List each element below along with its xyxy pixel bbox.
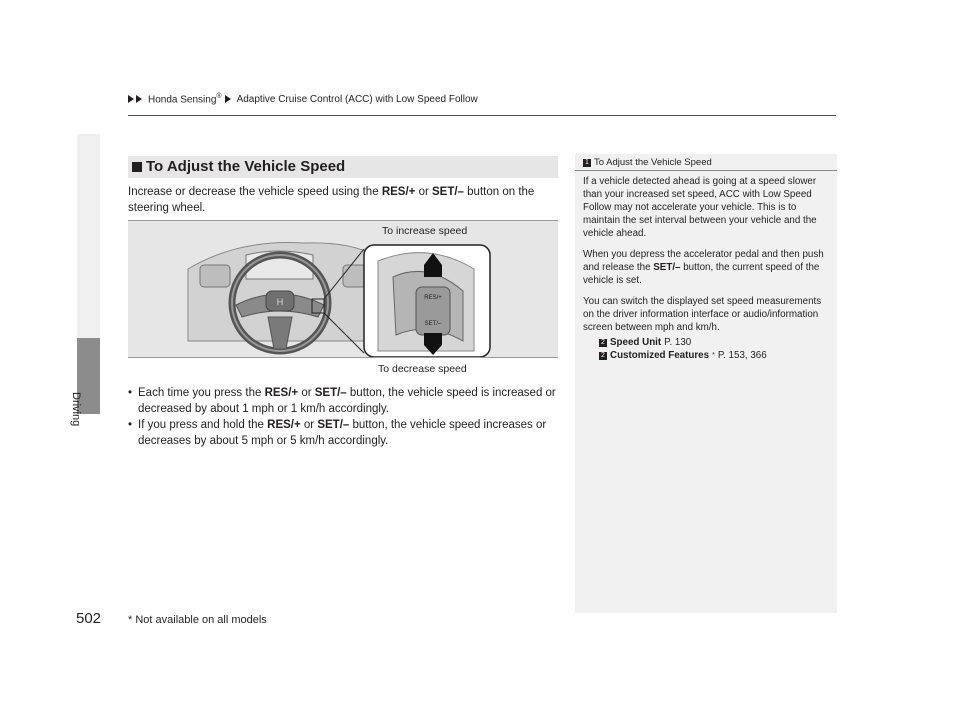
note-paragraph: You can switch the displayed set speed measurements on the driver information interface or audio/information screen between mph and km/h. [583, 296, 822, 333]
xref-customized-features[interactable]: 2 Customized Features * P. 153, 366 [583, 349, 833, 362]
note-divider [575, 170, 837, 171]
note-title: 1 To Adjust the Vehicle Speed [583, 157, 712, 168]
list-item: • Each time you press the RES/+ or SET/– button, the vehicle speed is increased or decreased by about 1 mph or 1 km/h accordingly. [128, 387, 556, 415]
note-paragraph: If a vehicle detected ahead is going at a speed slower than your increased set speed, ACC with Low Speed Follow may not accelerate your vehicle. This is to maintain the set interval between your vehicle and the vehicle ahead. [583, 176, 817, 239]
square-bullet-icon [132, 162, 142, 172]
chapter-tab-label: Driving [70, 392, 82, 427]
page-number: 502 [76, 610, 102, 627]
callout-decrease: To decrease speed [378, 363, 467, 375]
note-paragraph: When you depress the accelerator pedal and then push and release the SET/– button, the current speed of the vehicle is set. [583, 249, 824, 286]
steering-wheel-figure [128, 220, 558, 375]
breadcrumb-item-acc[interactable]: Adaptive Cruise Control (ACC) with Low Speed Follow [236, 93, 478, 105]
header-divider [128, 115, 836, 116]
footnote: * Not available on all models [128, 614, 267, 626]
breadcrumb-item-honda-sensing[interactable]: Honda Sensing® [148, 93, 222, 106]
intro-paragraph: Increase or decrease the vehicle speed using the RES/+ or SET/– button on the steering wheel. [128, 186, 535, 214]
set-button-label: SET/– [424, 321, 442, 327]
steering-wheel-illustration [128, 221, 558, 357]
bullet-list [128, 385, 568, 449]
side-tab-background [77, 134, 100, 338]
breadcrumb-arrow-icon [128, 95, 143, 103]
svg-text:H: H [276, 297, 284, 307]
res-button-label: RES/+ [424, 295, 442, 301]
breadcrumb-arrow-icon [225, 95, 232, 103]
section-heading-text: To Adjust the Vehicle Speed [146, 158, 346, 175]
list-item: • If you press and hold the RES/+ or SET/– button, the vehicle speed increases or decreases by about 5 mph or 5 km/h accordingly. [128, 419, 547, 447]
cross-reference-icon: 2 [599, 339, 607, 347]
cross-reference-icon: 2 [599, 352, 607, 360]
section-heading [128, 156, 558, 178]
note-index-icon: 1 [583, 159, 591, 167]
callout-increase: To increase speed [382, 225, 468, 237]
note-body [583, 175, 833, 362]
xref-speed-unit[interactable]: 2 Speed Unit P. 130 [583, 336, 833, 349]
breadcrumb [128, 93, 478, 105]
